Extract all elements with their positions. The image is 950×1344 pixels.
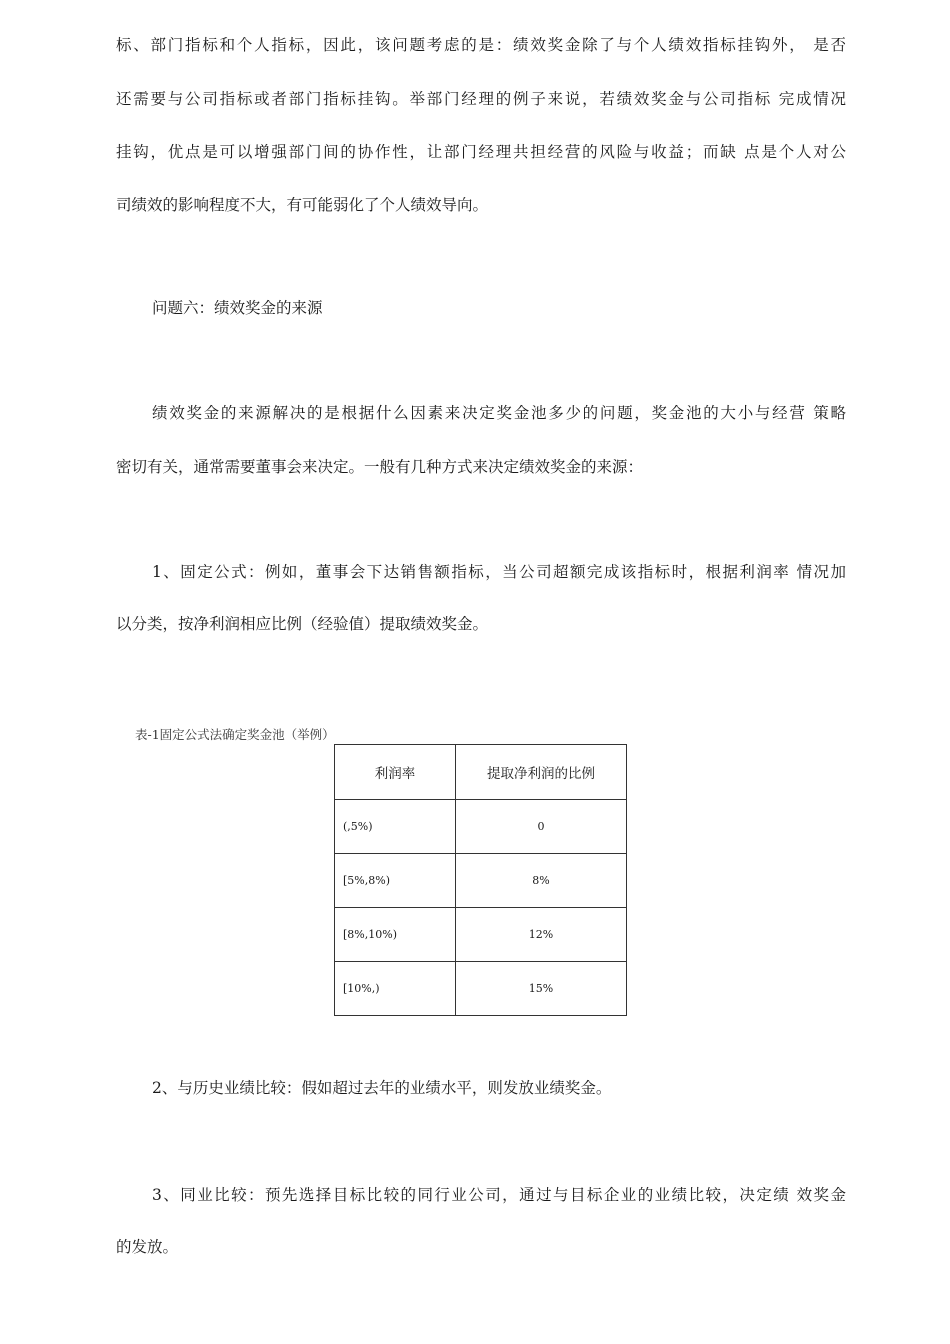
table-cell-range: [10%,) xyxy=(335,962,456,1016)
intro-line-4: 司绩效的影响程度不大，有可能弱化了个人绩效导向。 xyxy=(116,196,489,214)
table-row xyxy=(335,854,627,908)
section-heading: 问题六：绩效奖金的来源 xyxy=(152,299,323,317)
item3-line-1: 3、同业比较：预先选择目标比较的同行业公司，通过与目标企业的业绩比较，决定绩 效奖金 xyxy=(152,1186,846,1204)
intro-line-3: 挂钩，优点是可以增强部门间的协作性，让部门经理共担经营的风险与收益；而缺 点是个人对公 xyxy=(116,143,846,161)
source-line-1: 绩效奖金的来源解决的是根据什么因素来决定奖金池多少的问题，奖金池的大小与经营 策略 xyxy=(152,404,846,422)
table-row xyxy=(335,908,627,962)
table-caption: 表-1固定公式法确定奖金池（举例） xyxy=(135,727,335,742)
source-line-2: 密切有关，通常需要董事会来决定。一般有几种方式来决定绩效奖金的来源： xyxy=(116,458,644,476)
table-cell-range: [8%,10%) xyxy=(335,908,456,962)
table-cell-ratio: 0 xyxy=(456,800,627,854)
table-header-row xyxy=(335,745,627,800)
item1-line-1: 1、固定公式：例如，董事会下达销售额指标，当公司超额完成该指标时，根据利润率 情况加 xyxy=(152,563,846,581)
table-row xyxy=(335,800,627,854)
header-profit-rate: 利润率 xyxy=(335,745,456,800)
table-row xyxy=(335,962,627,1016)
header-extraction-ratio: 提取净利润的比例 xyxy=(456,745,627,800)
item2-line-1: 2、与历史业绩比较：假如超过去年的业绩水平，则发放业绩奖金。 xyxy=(152,1079,612,1097)
item1-line-2: 以分类，按净利润相应比例（经验值）提取绩效奖金。 xyxy=(116,615,489,633)
table-cell-ratio: 12% xyxy=(456,908,627,962)
intro-line-1: 标、部门指标和个人指标，因此，该问题考虑的是：绩效奖金除了与个人绩效指标挂钩外， 是否 xyxy=(116,36,846,54)
table-cell-ratio: 8% xyxy=(456,854,627,908)
item3-line-2: 的发放。 xyxy=(116,1238,179,1256)
intro-line-2: 还需要与公司指标或者部门指标挂钩。举部门经理的例子来说，若绩效奖金与公司指标 完成情况 xyxy=(116,90,846,108)
bonus-pool-table xyxy=(334,744,627,1016)
table-cell-ratio: 15% xyxy=(456,962,627,1016)
table-cell-range: (,5%) xyxy=(335,800,456,854)
table-cell-range: [5%,8%) xyxy=(335,854,456,908)
